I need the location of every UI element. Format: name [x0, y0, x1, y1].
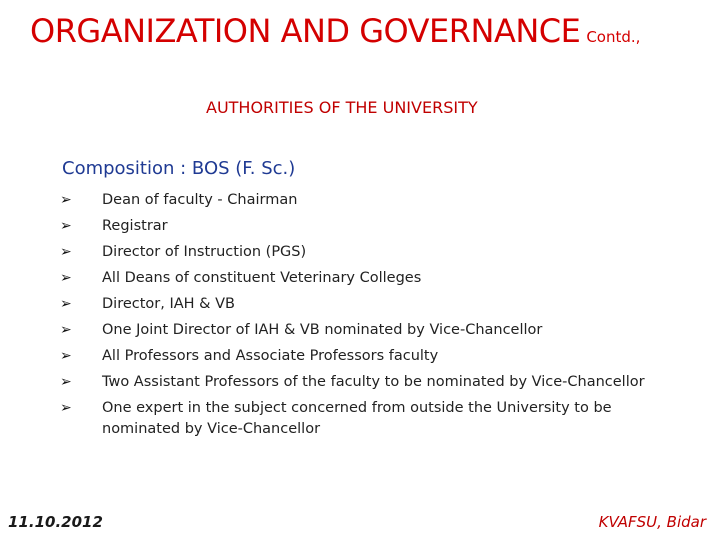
slide-title [30, 12, 710, 50]
list-item-text: Dean of faculty - Chairman [102, 192, 298, 208]
list-item-text: One Joint Director of IAH & VB nominated by Vice-Chancellor [102, 322, 543, 338]
slide-subtitle: AUTHORITIES OF THE UNIVERSITY [206, 98, 478, 117]
arrowhead-bullet-icon: ➢ [60, 192, 72, 208]
composition-heading: Composition : BOS (F. Sc.) [62, 158, 296, 179]
arrowhead-bullet-icon: ➢ [60, 218, 72, 234]
list-item [60, 346, 680, 367]
footer-organization: KVAFSU, Bidar [598, 513, 706, 531]
list-item-text: All Professors and Associate Professors faculty [102, 348, 439, 364]
footer-date: 11.10.2012 [8, 513, 103, 531]
arrowhead-bullet-icon: ➢ [60, 374, 72, 390]
list-item [60, 190, 680, 211]
list-item [60, 398, 680, 440]
list-item-text: Director, IAH & VB [102, 296, 235, 312]
list-item-text: Two Assistant Professors of the faculty to be nominated by Vice-Chancellor [102, 374, 645, 390]
list-item-text: Registrar [102, 218, 168, 234]
list-item [60, 294, 680, 315]
list-item [60, 216, 680, 237]
list-item-text: One expert in the subject concerned from outside the University to be nominated by Vice-Chancellor [102, 400, 612, 437]
slide-title-contd: Contd., [586, 28, 641, 46]
list-item-text: Director of Instruction (PGS) [102, 244, 307, 260]
arrowhead-bullet-icon: ➢ [60, 244, 72, 260]
arrowhead-bullet-icon: ➢ [60, 400, 72, 416]
members-list [60, 190, 680, 445]
list-item [60, 242, 680, 263]
slide-title-main: ORGANIZATION AND GOVERNANCE [30, 12, 581, 50]
arrowhead-bullet-icon: ➢ [60, 296, 72, 312]
list-item [60, 268, 680, 289]
list-item [60, 320, 680, 341]
list-item-text: All Deans of constituent Veterinary Colleges [102, 270, 422, 286]
arrowhead-bullet-icon: ➢ [60, 270, 72, 286]
arrowhead-bullet-icon: ➢ [60, 348, 72, 364]
arrowhead-bullet-icon: ➢ [60, 322, 72, 338]
list-item [60, 372, 680, 393]
